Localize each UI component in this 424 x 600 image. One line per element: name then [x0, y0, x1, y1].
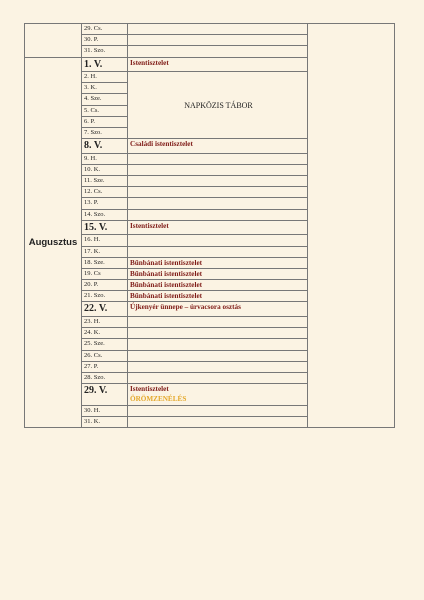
sunday-cell: 15. V. — [82, 220, 128, 235]
event-cell — [128, 139, 308, 154]
day-cell: 11. Sze. — [82, 176, 128, 187]
sunday-cell: 29. V. — [82, 384, 128, 406]
event-cell — [128, 57, 308, 72]
service-event-label: Bűnbánati istentisztelet — [130, 258, 203, 267]
service-event-label: Istentisztelet — [130, 221, 169, 230]
day-cell: 18. Sze. — [82, 257, 128, 268]
prev-day-row — [25, 24, 395, 35]
day-cell: 30. P. — [82, 35, 128, 46]
calendar-table — [24, 23, 395, 428]
event-cell — [128, 246, 308, 257]
event-cell — [128, 350, 308, 361]
event-cell — [128, 24, 308, 35]
service-event-label: Bűnbánati istentisztelet — [130, 292, 203, 301]
music-event-label: ÖRÖMZENÉLÉS — [130, 395, 187, 404]
day-cell: 2. H. — [82, 72, 128, 83]
day-cell: 29. Cs. — [82, 24, 128, 35]
event-cell — [128, 417, 308, 428]
event-cell — [128, 209, 308, 220]
event-cell — [128, 302, 308, 317]
event-cell — [128, 280, 308, 291]
event-cell — [128, 220, 308, 235]
day-cell: 9. H. — [82, 153, 128, 164]
sunday-cell: 1. V. — [82, 57, 128, 72]
event-cell — [128, 328, 308, 339]
sunday-cell: 8. V. — [82, 139, 128, 154]
event-cell — [128, 164, 308, 175]
event-cell — [128, 291, 308, 302]
day-cell: 24. K. — [82, 328, 128, 339]
event-cell — [128, 35, 308, 46]
day-cell: 17. K. — [82, 246, 128, 257]
calendar-body — [25, 24, 395, 428]
camp-block: NAPKÖZIS TÁBOR — [128, 72, 308, 139]
event-cell — [128, 384, 308, 406]
event-cell — [128, 361, 308, 372]
day-cell: 4. Sze. — [82, 94, 128, 105]
service-event-label: Újkenyér ünnepe – úrvacsora osztás — [130, 303, 241, 312]
event-cell — [128, 406, 308, 417]
event-cell — [128, 153, 308, 164]
event-cell — [128, 198, 308, 209]
event-cell — [128, 235, 308, 246]
day-cell: 23. H. — [82, 316, 128, 327]
event-cell — [128, 187, 308, 198]
day-cell: 31. Szo. — [82, 46, 128, 57]
day-cell: 20. P. — [82, 280, 128, 291]
day-cell: 3. K. — [82, 83, 128, 94]
service-event-label: Bűnbánati istentisztelet — [130, 269, 203, 278]
day-cell: 7. Szo. — [82, 128, 128, 139]
month-label: Augusztus — [25, 57, 82, 428]
service-event-label: Istentisztelet — [130, 385, 169, 394]
sunday-cell: 22. V. — [82, 302, 128, 317]
day-cell: 6. P. — [82, 116, 128, 127]
event-cell — [128, 372, 308, 383]
day-cell: 26. Cs. — [82, 350, 128, 361]
day-cell: 25. Sze. — [82, 339, 128, 350]
day-cell: 27. P. — [82, 361, 128, 372]
day-cell: 30. H. — [82, 406, 128, 417]
day-cell: 12. Cs. — [82, 187, 128, 198]
service-event-label: Családi istentisztelet — [130, 140, 193, 149]
day-cell: 28. Szo. — [82, 372, 128, 383]
event-cell — [128, 316, 308, 327]
day-cell: 5. Cs. — [82, 105, 128, 116]
day-cell: 10. K. — [82, 164, 128, 175]
prev-month-cell — [25, 24, 82, 58]
day-cell: 19. Cs — [82, 268, 128, 279]
day-cell: 31. K. — [82, 417, 128, 428]
day-cell: 14. Szo. — [82, 209, 128, 220]
event-cell — [128, 339, 308, 350]
event-cell — [128, 176, 308, 187]
day-cell: 16. H. — [82, 235, 128, 246]
day-cell: 21. Szo. — [82, 291, 128, 302]
service-event-label: Bűnbánati istentisztelet — [130, 281, 203, 290]
day-cell: 13. P. — [82, 198, 128, 209]
event-cell — [128, 257, 308, 268]
event-cell — [128, 268, 308, 279]
event-cell — [128, 46, 308, 57]
notes-column — [308, 24, 395, 428]
service-event-label: Istentisztelet — [130, 58, 169, 67]
